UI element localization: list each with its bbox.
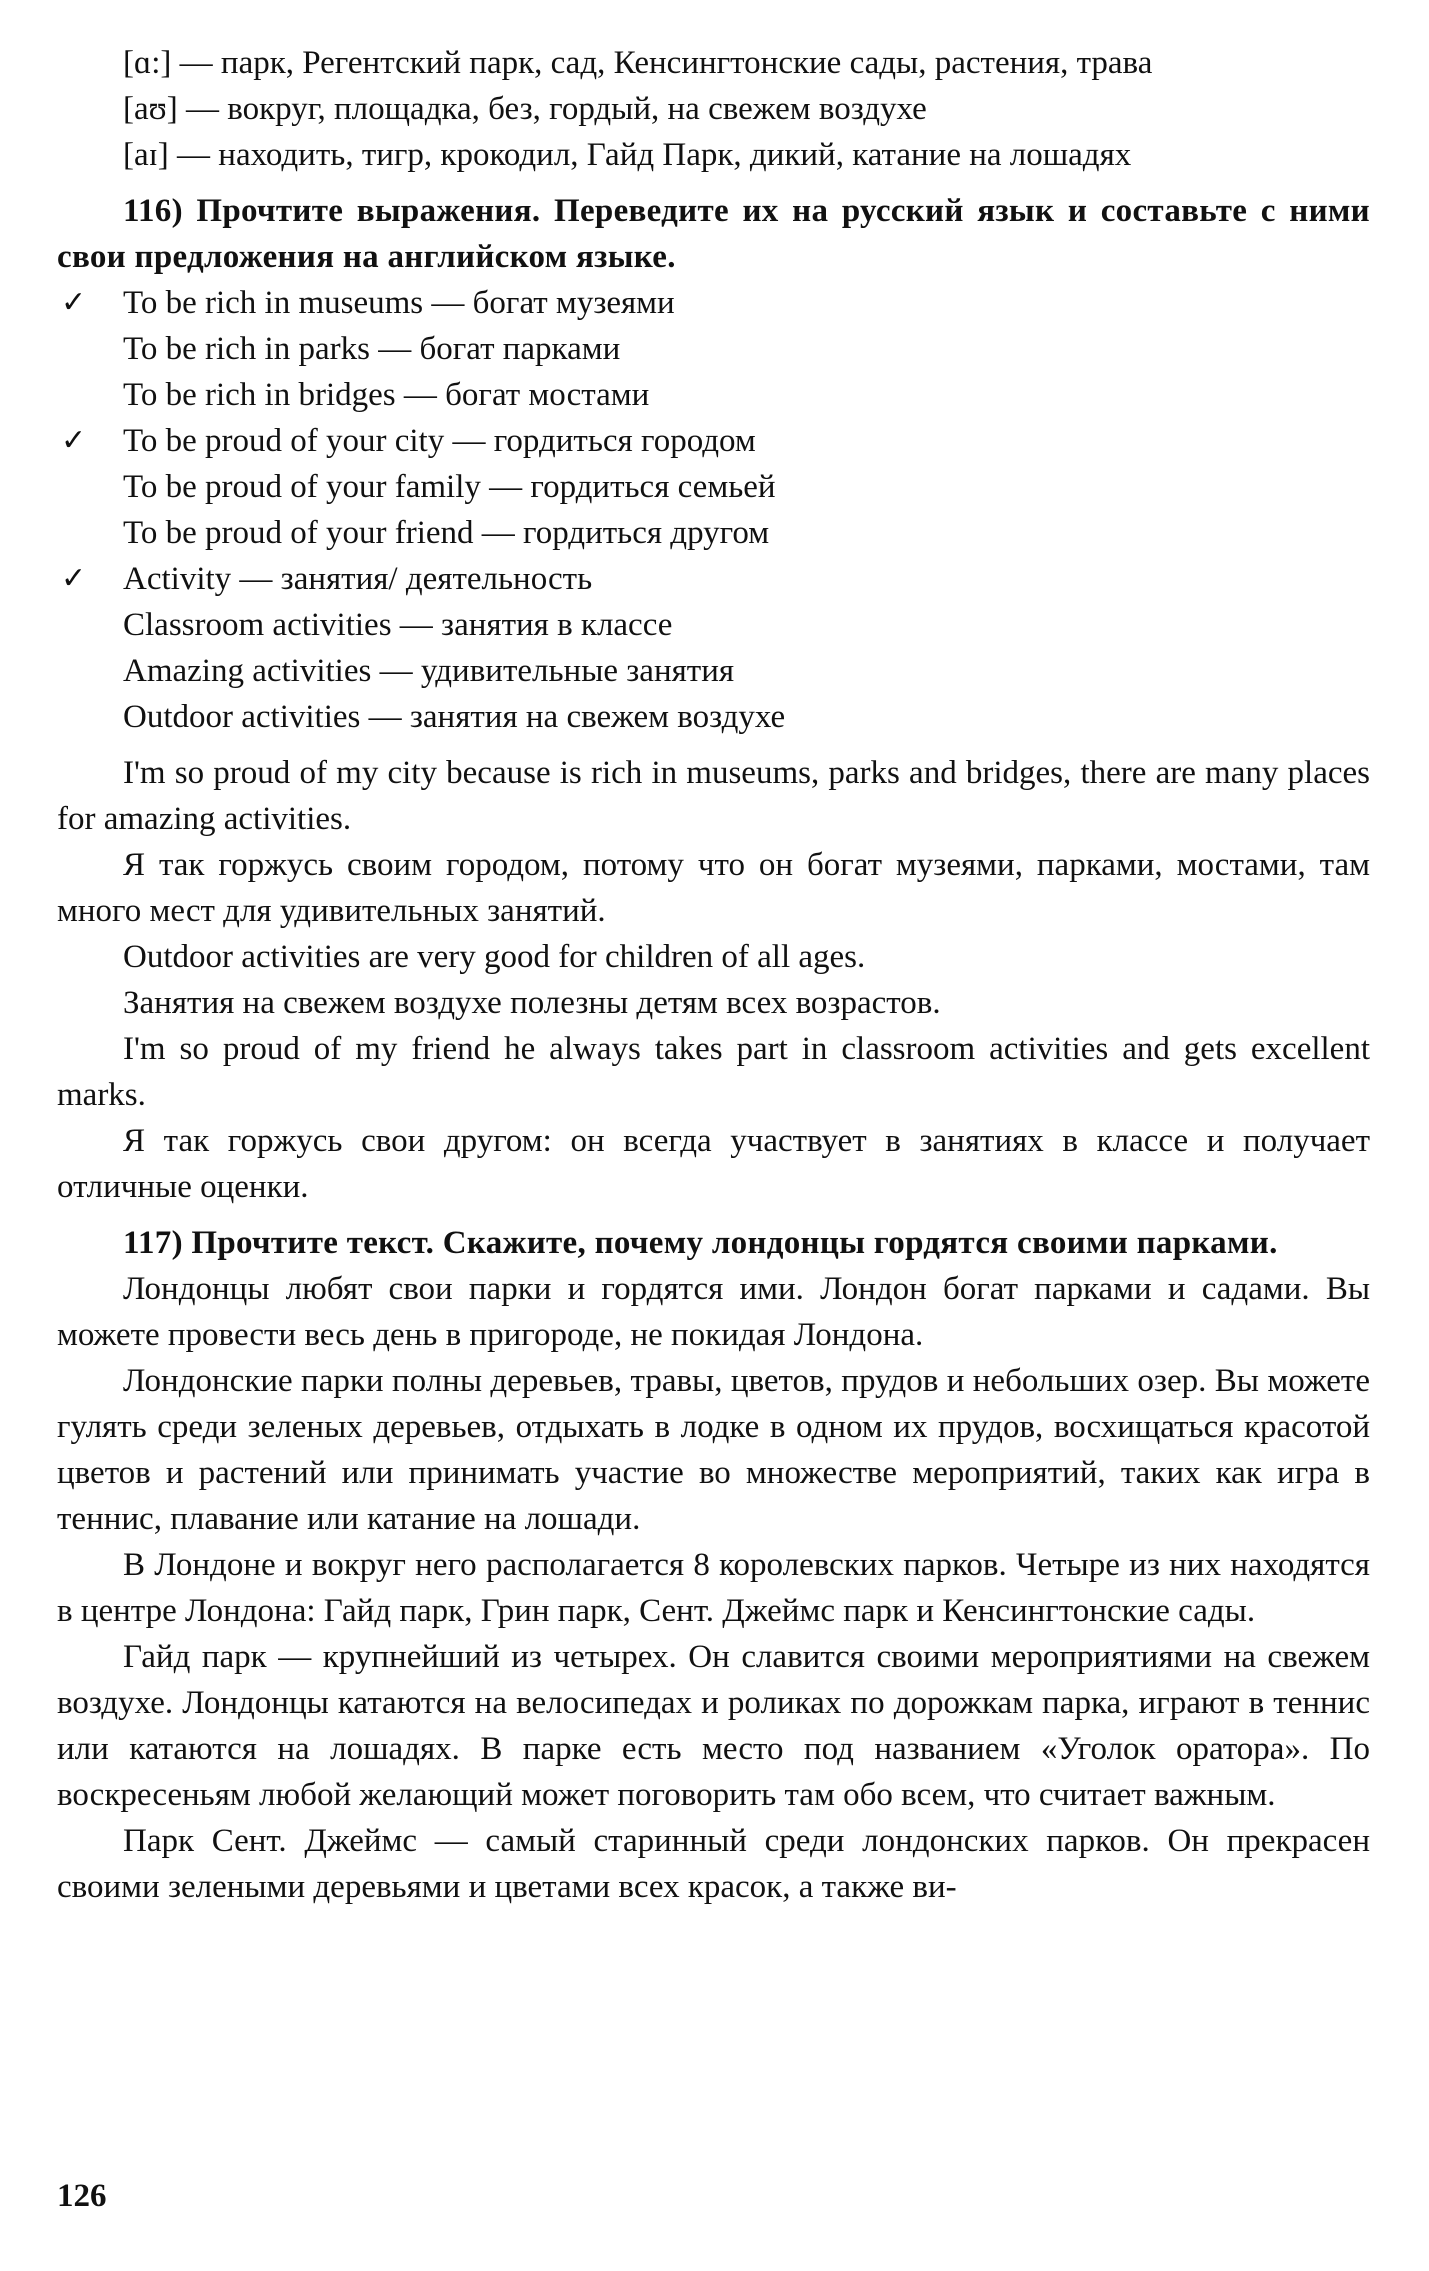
check-mark-icon: ✓ (61, 424, 87, 457)
check-mark-icon: ✓ (61, 286, 87, 319)
vocab-item: Outdoor activities — занятия на свежем воздухе (123, 699, 786, 735)
text-paragraph: Лондонские парки полны деревьев, травы, цветов, прудов и небольших озер. Вы можете гулять среди зеленых деревьев, отдыхать в лодке в одном их прудов, восхищаться красотой цветов и растений или принимать участие во множестве мероприятий, таких как игра в теннис, плавание или катание на лошади. (57, 1363, 1370, 1537)
phonetic-symbol: [aʊ] (123, 91, 178, 127)
textbook-page (57, 40, 1370, 1910)
example-paragraph: Я так горжусь свои другом: он всегда участвует в занятиях в классе и получает отличные оценки. (57, 1123, 1370, 1205)
phonetic-line-ai (57, 132, 1370, 178)
vocab-item: ✓ To be rich in museums — богат музеями (57, 280, 1370, 326)
task-117-heading: 117) Прочтите текст. Скажите, почему лондонцы гордятся своими парками. (123, 1225, 1278, 1261)
phonetic-words: — вокруг, площадка, без, гордый, на свежем воздухе (177, 91, 927, 127)
phonetic-line-a-long (57, 40, 1370, 86)
example-paragraph: Я так горжусь своим городом, потому что он богат музеями, парками, мостами, там много мест для удивительных занятий. (57, 847, 1370, 929)
vocab-item: To be rich in bridges — богат мостами (123, 377, 650, 413)
check-mark-icon: ✓ (61, 562, 87, 595)
page-number: 126 (57, 2178, 107, 2214)
text-paragraph: Гайд парк — крупнейший из четырех. Он славится своими мероприятиями на свежем воздухе. Лондонцы катаются на велосипедах и роликах по дорожкам парка, играют в теннис или катаются на лошадях. В парке есть место под названием «Уголок оратора». По воскресеньям любой желающий может поговорить там обо всем, что считает важным. (57, 1639, 1370, 1813)
text-paragraph: Парк Сент. Джеймс — самый старинный среди лондонских парков. Он прекрасен своими зелеными деревьями и цветами всех красок, а также ви- (57, 1823, 1370, 1905)
phonetic-line-au (57, 86, 1370, 132)
example-paragraph: Занятия на свежем воздухе полезны детям всех возрастов. (123, 985, 941, 1021)
vocab-item: To be rich in parks — богат парками (123, 331, 621, 367)
example-paragraph: I'm so proud of my city because is rich in museums, parks and bridges, there are many places for amazing activities. (57, 755, 1370, 837)
phonetic-symbol: [ɑ:] (123, 45, 172, 81)
vocab-item: To be proud of your family — гордиться семьей (123, 469, 776, 505)
phonetic-words: — парк, Регентский парк, сад, Кенсингтонские сады, растения, трава (171, 45, 1153, 81)
phonetic-words: — находить, тигр, крокодил, Гайд Парк, дикий, катание на лошадях (168, 137, 1132, 173)
example-paragraph: Outdoor activities are very good for children of all ages. (123, 939, 866, 975)
vocab-item: ✓ Activity — занятия/ деятельность (57, 556, 1370, 602)
vocab-item: To be proud of your friend — гордиться другом (123, 515, 770, 551)
vocab-item: ✓ To be proud of your city — гордиться городом (57, 418, 1370, 464)
task-116-heading: 116) Прочтите выражения. Переведите их на русский язык и составьте с ними свои предложения на английском языке. (57, 193, 1370, 275)
example-paragraph: I'm so proud of my friend he always takes part in classroom activities and gets excellent marks. (57, 1031, 1370, 1113)
vocab-item: Classroom activities — занятия в классе (123, 607, 673, 643)
text-paragraph: Лондонцы любят свои парки и гордятся ими. Лондон богат парками и садами. Вы можете провести весь день в пригороде, не покидая Лондона. (57, 1271, 1370, 1353)
vocabulary-list (57, 280, 1370, 740)
vocab-item: Amazing activities — удивительные занятия (123, 653, 735, 689)
text-paragraph: В Лондоне и вокруг него располагается 8 королевских парков. Четыре из них находятся в центре Лондона: Гайд парк, Грин парк, Сент. Джеймс парк и Кенсингтонские сады. (57, 1547, 1370, 1629)
phonetic-symbol: [aɪ] (123, 137, 169, 173)
